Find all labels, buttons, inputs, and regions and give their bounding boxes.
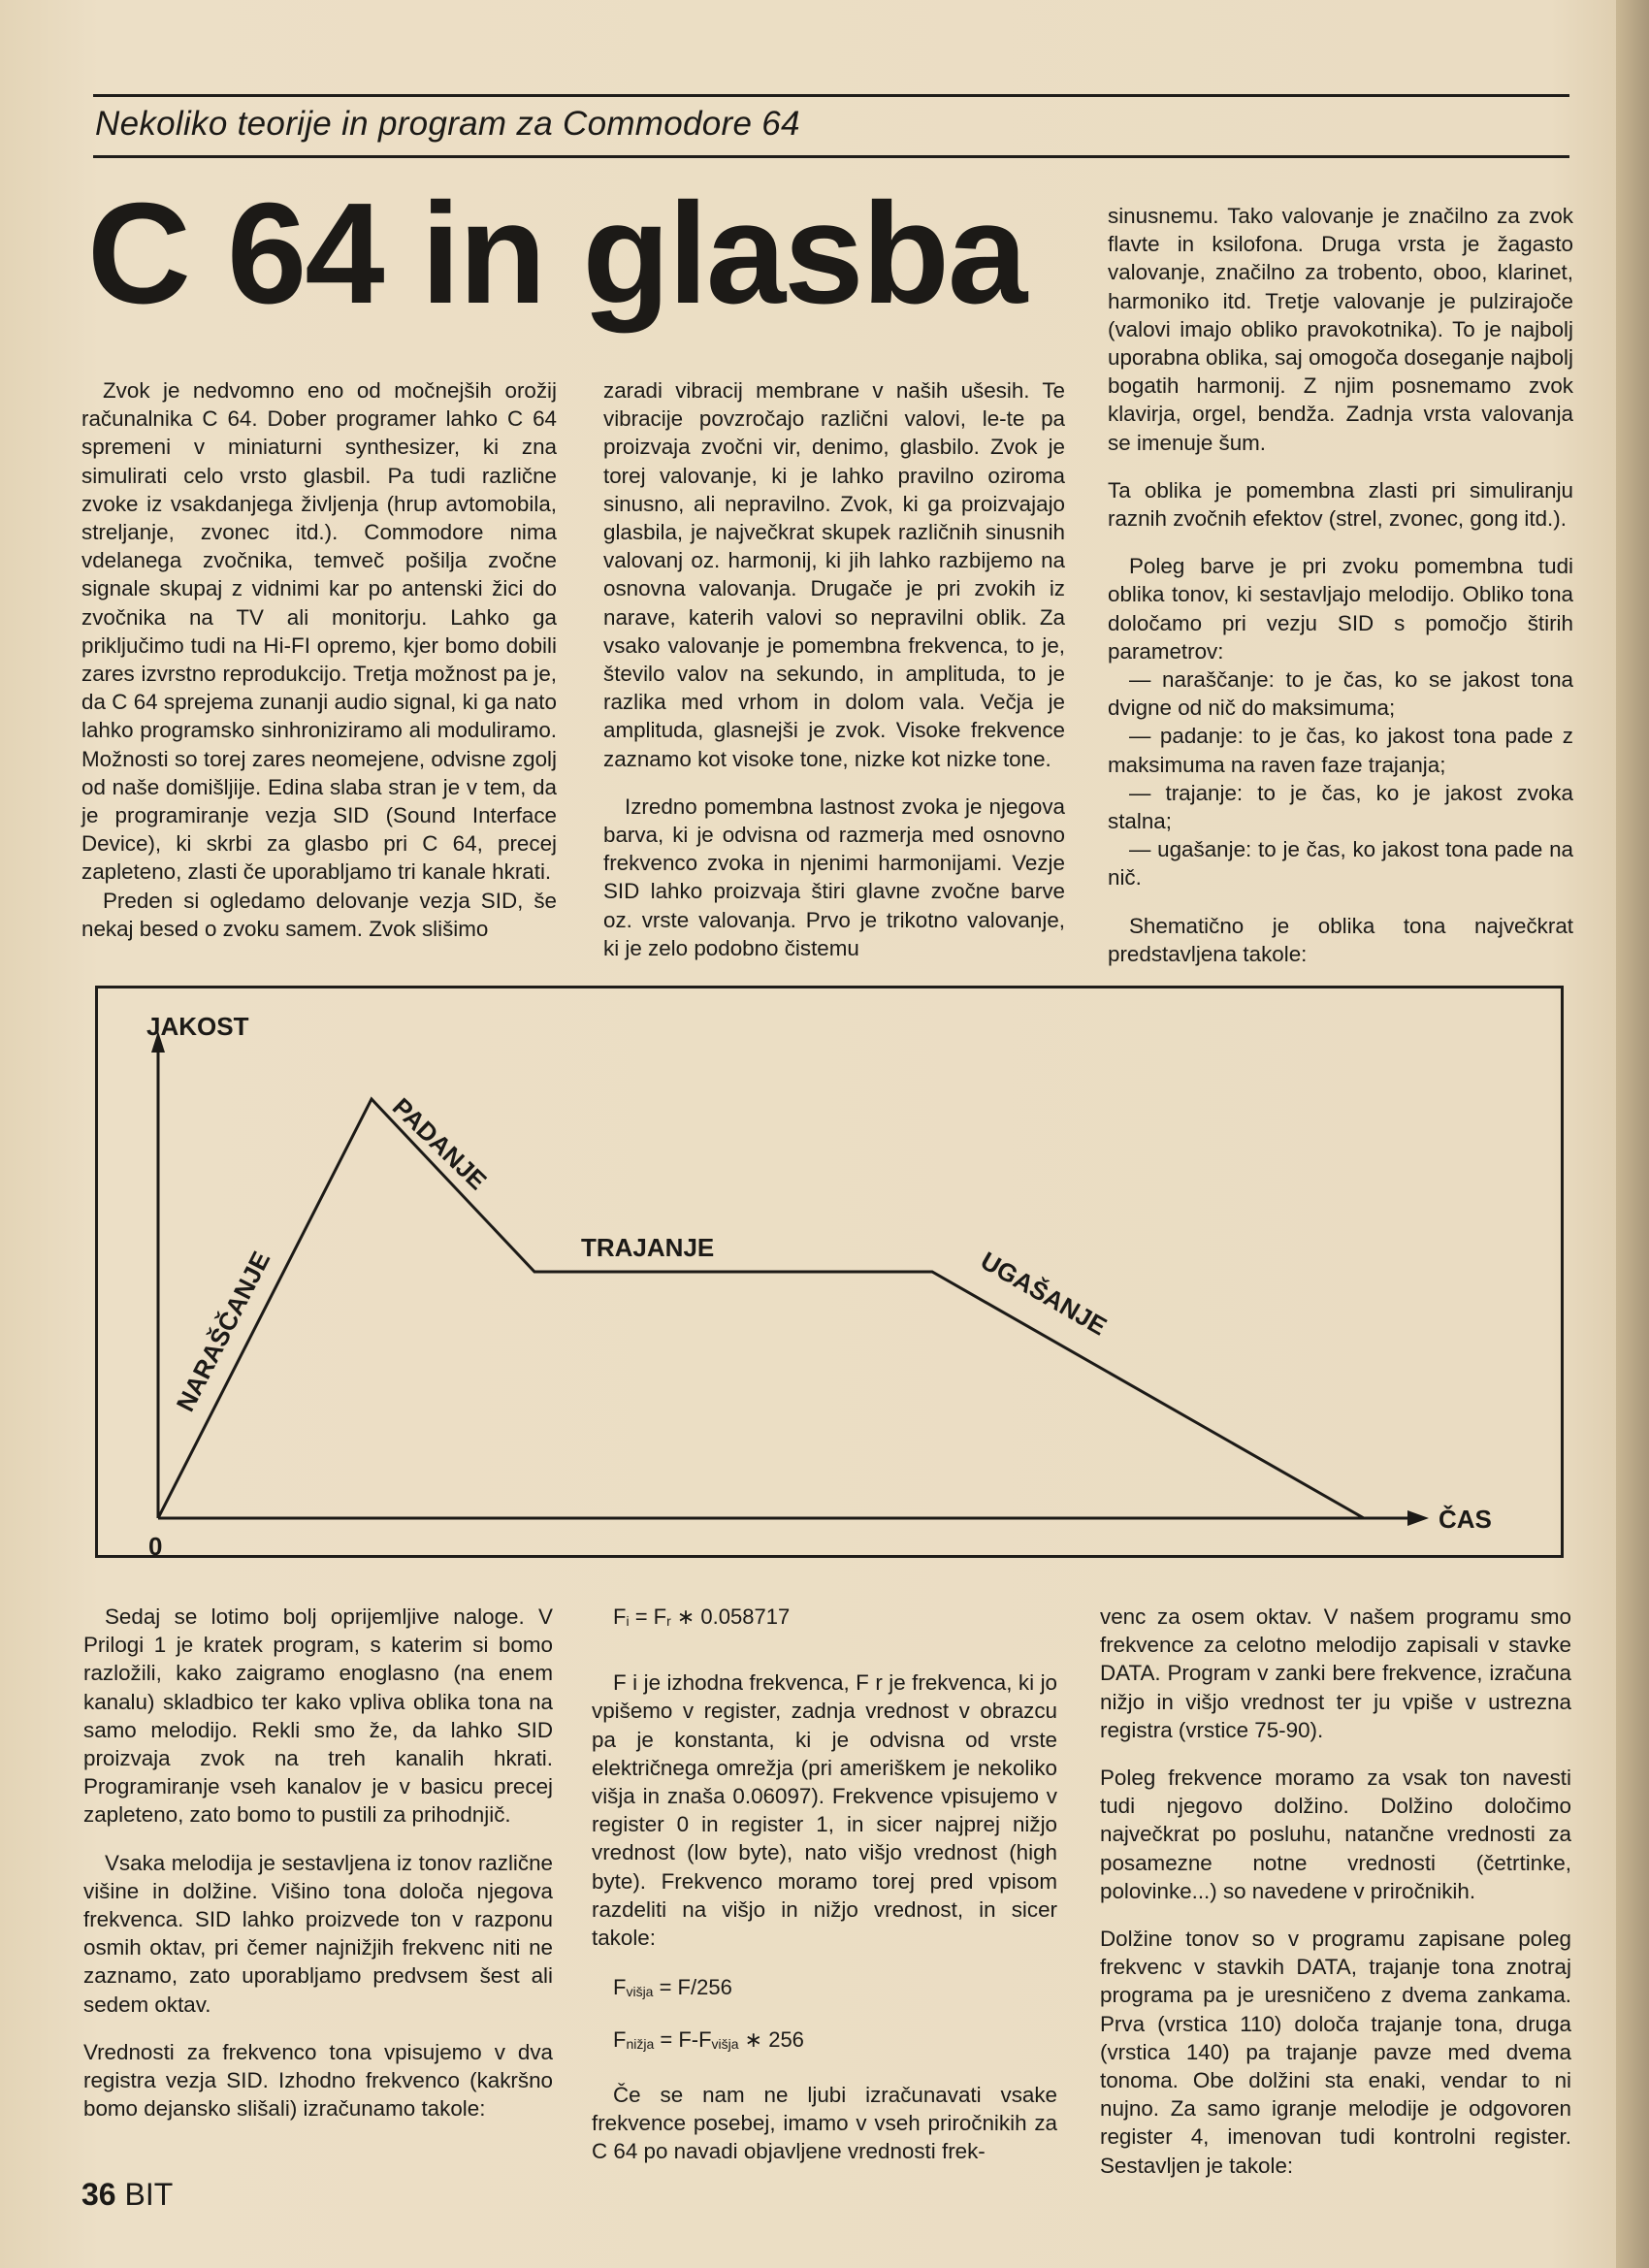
paragraph: zaradi vibracij membrane v naših ušesih. Te vibracije povzročajo različni valovi, le-te pa proizvaja zvočni vir, denimo, glasbilo. Zvok je torej valovanje, ki je lahko pravilno oziroma sinusno, ali nepravilno. Zvok, ki ga proizvajajo glasbila, je največkrat skupek različnih sinusnih valovanj oz. harmonij, ki jih lahko razbijemo na osnovna valovanja. Drugače je pri zvokih iz narave, katerih valovi so nepravilni oblik. Za vsako valovanje je pomembna frekvenca, to je, število valov na sekundo, in amplituda, to je razlika med vrhom in dolom vala. Večja je amplituda, glasnejši je zvok. Visoke frekvence zaznamo kot visoke tone, nizke kot nizke tone. [603, 378, 1065, 771]
magazine-name: BIT [124, 2177, 174, 2212]
x-axis-arrowhead [1407, 1510, 1429, 1526]
adsr-envelope-figure [95, 986, 1564, 1561]
paragraph: Poleg barve je pri zvoku pomembna tudi oblika tonov, ki sestavljajo melodijo. Obliko tona določamo pri vezju SID s pomočjo štirih parametrov: [1108, 554, 1573, 664]
page-footer [81, 2177, 173, 2213]
paragraph: Zvok je nedvomno eno od močnejših orožij računalnika C 64. Dober programer lahko C 64 spremeni v miniaturni synthesizer, ki zna simulirati celo vrsto glasbil. Pa tudi različne zvoke iz vsakdanjega življenja (hrup avtomobila, streljanje, zvonec itd.). Commodore nima vdelanega zvočnika, temveč pošilja zvočne signale skupaj z vidnimi kar po antenski žici do zvočnika na TV ali monitorju. Lahko ga priključimo tudi na Hi-FI opremo, kjer bomo dobili zares izvrstno reprodukcijo. Tretja možnost pa je, da C 64 sprejema zunanji audio signal, ki ga nato lahko programsko sinhroniziramo ali moduliramo. Možnosti so torej zares neomejene, odvisne zgolj od naše domišljije. Edina slaba stran je v tem, da je programiranje vezja SID (Sound Interface Device), ki skrbi za glasbo pri C 64, precej zapleteno, zlasti če uporabljamo tri kanale hkrati. [81, 378, 557, 885]
formula-output-frequency: $F_i = F_r$ ∗ 0.058717 [613, 1604, 791, 1629]
paragraph: Izredno pomembna lastnost zvoka je njegova barva, ki je odvisna od razmerja med osnovno frekvenco zvoka in njenimi harmonijami. Vezje SID lahko proizvaja štiri glavne zvočne barve oz. vrste valovanja. Prvo je trikotno valovanje, ki je zelo podobno čistemu [603, 794, 1065, 960]
bottom-column-3 [1100, 1603, 1571, 2178]
paragraph: Poleg frekvence moramo za vsak ton navesti tudi njegovo dolžino. Dolžino določimo največkrat po posluhu, natančne vrednosti za posamezne notne vrednosti (četrtinke, polovinke...) so navedene v priročnikih. [1100, 1766, 1571, 1903]
paragraph: Dolžine tonov so v programu zapisane poleg frekvenc v stavkih DATA, trajanje tona znotraj programa pa je uresničeno z dvema zankama. Prva (vrstica 110) določa trajanje tona, druga (vrstica 140) pa trajanje pavze med dvema tonoma. Obe dolžini sta enaki, vendar to ni nujno. Za samo igranje melodije je odgovoren register 4, imenovan tudi kontrolni register. Sestavljen je takole: [1100, 1927, 1571, 2178]
top-column-3 [1108, 202, 1573, 966]
page-number: 36 [81, 2177, 116, 2212]
origin-label: 0 [148, 1532, 163, 1561]
article-headline: C 64 in glasba [87, 174, 1026, 334]
paragraph: sinusnemu. Tako valovanje je značilno za zvok flavte in ksilofona. Druga vrsta je žagasto valovanje, značilno za trobento, oboo, klarinet, harmoniko itd. Tretje valovanje je pulzirajoče (valovi imajo obliko pravokotnika). To je najbolj uporabna oblika, saj omogoča doseganje najbolj bogatih harmonij. Z njim posnemamo zvok klavirja, orgel, bendža. Zadnja vrsta valovanja se imenuje šum. [1108, 204, 1573, 455]
envelope-diagram [98, 988, 1561, 1561]
article-kicker: Nekoliko teorije in program za Commodore 64 [95, 105, 800, 143]
list-item: — ugašanje: to je čas, ko jakost tona pade na nič. [1108, 837, 1573, 891]
paragraph: venc za osem oktav. V našem programu smo frekvence za celotno melodijo zapisali v stavke DATA. Program v zanki bere frekvence, izračuna nižjo in višjo vrednost ter ju vpiše v ustrezna registra (vrstice 75-90). [1100, 1604, 1571, 1742]
paragraph: Sedaj se lotimo bolj oprijemljive naloge. V Prilogi 1 je kratek program, s katerim si bomo razložili, kako zaigramo enoglasno (na enem kanalu) skladbico ter kako vpliva oblika tona na samo melodijo. Rekli smo že, da lahko SID proizvaja zvok na treh kanalih hkrati. Programiranje vseh kanalov je v basicu precej zapleteno, zato bomo to pustili za prihodnjič. [83, 1604, 553, 1828]
top-column-2 [603, 376, 1065, 960]
paragraph: Ta oblika je pomembna zlasti pri simuliranju raznih zvočnih efektov (strel, zvonec, gong itd.). [1108, 477, 1573, 532]
paragraph: Vrednosti za frekvenco tona vpisujemo v dva registra vezja SID. Izhodno frekvenco (kakršno bomo dejansko slišali) izračunamo takole: [83, 2039, 553, 2122]
paragraph: Shematično je oblika tona največkrat predstavljena takole: [1108, 913, 1573, 966]
envelope-curve [158, 1099, 1364, 1518]
paragraph: F i je izhodna frekvenca, F r je frekvenca, ki jo vpišemo v register, zadnja vrednost v obrazcu pa je konstanta, ki je odvisna od vrste električnega omrežja (pri ameriškem je nekoliko višja in znaša 0.06097). Frekvence vpisujemo v register 0 in register 1, in sicer najprej nižjo vrednost (low byte), nato višjo vrednost (high byte). Frekvenco moramo torej pred vpisom razdeliti na višjo in nižjo vrednost, in sicer takole: [592, 1670, 1057, 1951]
y-axis-label: JAKOST [146, 1012, 249, 1041]
formula-low-byte: $F_{nižja} = F-F_{višja}$ ∗ 256 [613, 2027, 804, 2053]
top-column-1 [81, 376, 557, 956]
phase-label-release: UGAŠANJE [976, 1246, 1113, 1342]
list-item: — naraščanje: to je čas, ko se jakost tona dvigne od nič do maksimuma; [1108, 667, 1573, 721]
top-rule [93, 94, 1569, 97]
page-spine [1616, 0, 1649, 2268]
bottom-column-2 [592, 1603, 1057, 2164]
kicker-rule [93, 155, 1569, 158]
phase-label-attack: NARAŠČANJE [170, 1247, 276, 1416]
bottom-column-1 [83, 1603, 553, 2146]
paragraph: Preden si ogledamo delovanje vezja SID, še nekaj besed o zvoku samem. Zvok slišimo [81, 888, 557, 941]
x-axis-label: ČAS [1439, 1505, 1492, 1534]
phase-label-sustain: TRAJANJE [581, 1233, 715, 1262]
paragraph: Vsaka melodija je sestavljena iz tonov različne višine in dolžine. Višino tona določa njegova frekvenca. SID lahko proizvede ton v razponu osmih oktav, pri čemer najnižjih frekvenc niti ne zaznamo, zato uporabljamo predvsem šest ali sedem oktav. [83, 1850, 553, 2017]
formula-high-byte: $F_{višja} = F/256$ [613, 1975, 732, 2000]
paragraph: Če se nam ne ljubi izračunavati vsake frekvence posebej, imamo v vseh priročnikih za C 64 po navadi objavljene vrednosti frek- [592, 2082, 1057, 2164]
list-item: — trajanje: to je čas, ko je jakost zvoka stalna; [1108, 780, 1573, 834]
list-item: — padanje: to je čas, ko jakost tona pade z maksimuma na raven faze trajanja; [1108, 724, 1573, 777]
phase-label-decay: PADANJE [386, 1091, 493, 1196]
